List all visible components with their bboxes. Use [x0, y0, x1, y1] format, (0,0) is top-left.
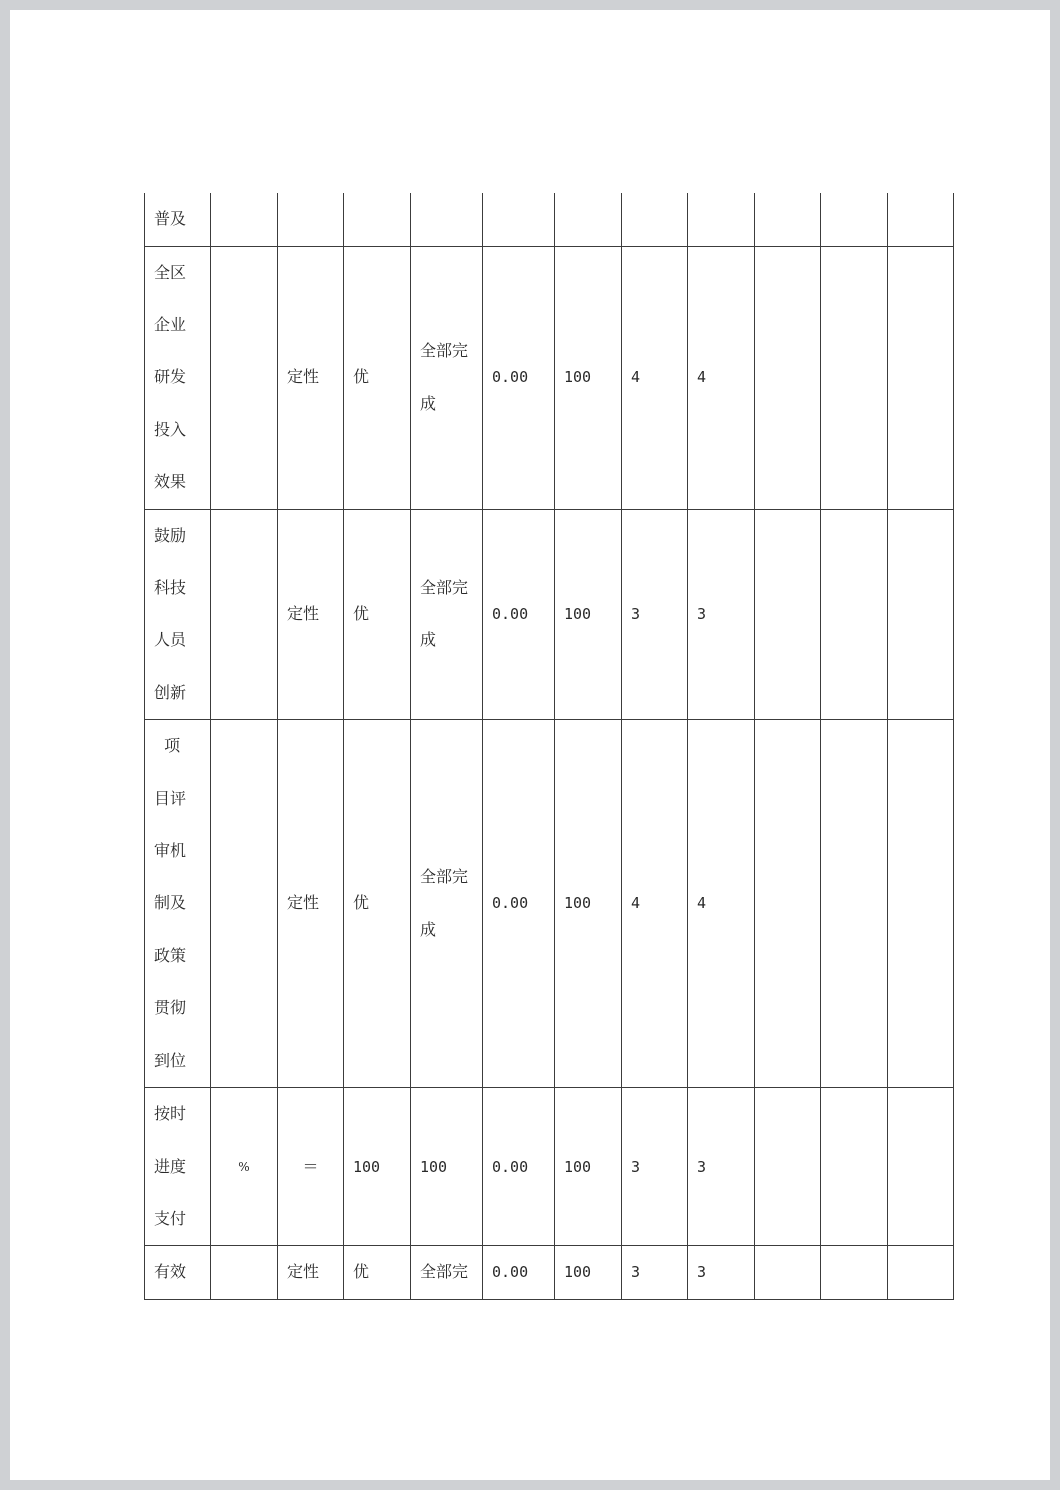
empty-cell [821, 246, 888, 509]
table-row [145, 720, 954, 1088]
weight-cell: 0.00 [483, 1246, 555, 1299]
weight-cell [483, 193, 555, 246]
indicator-text: 鼓励 科技 人员 创新 [154, 525, 187, 702]
score-cell: 3 [688, 1246, 755, 1299]
actual-cell: 全部完 [411, 1246, 483, 1299]
score-cell: 3 [688, 1088, 755, 1246]
indicator-cell [145, 246, 211, 509]
indicator-cell [145, 1088, 211, 1246]
actual-cell: 100 [411, 1088, 483, 1246]
indicator-text: 普及 [154, 209, 187, 229]
score-cell: 3 [688, 509, 755, 720]
indicator-cell [145, 509, 211, 720]
target-cell: 优 [344, 509, 411, 720]
empty-cell [755, 193, 821, 246]
unit-cell: % [211, 1088, 278, 1246]
symbol-cell: 定性 [278, 246, 344, 509]
empty-cell [755, 720, 821, 1088]
weight-cell: 0.00 [483, 509, 555, 720]
symbol-cell: ＝ [278, 1088, 344, 1246]
unit-cell [211, 509, 278, 720]
empty-cell [821, 720, 888, 1088]
score-cell [688, 193, 755, 246]
full-score-cell: 100 [555, 509, 622, 720]
indicator-cell [145, 193, 211, 246]
score-cell: 3 [622, 1246, 688, 1299]
indicator-text: 全区 企业 研发 投入 效果 [154, 262, 187, 492]
symbol-cell: 定性 [278, 1246, 344, 1299]
empty-cell [755, 509, 821, 720]
weight-cell: 0.00 [483, 720, 555, 1088]
table-row [145, 1088, 954, 1246]
target-cell: 优 [344, 1246, 411, 1299]
symbol-cell: 定性 [278, 720, 344, 1088]
empty-cell [755, 1246, 821, 1299]
unit-cell [211, 720, 278, 1088]
weight-cell: 0.00 [483, 246, 555, 509]
empty-cell [888, 246, 954, 509]
target-cell: 100 [344, 1088, 411, 1246]
symbol-cell [278, 193, 344, 246]
empty-cell [888, 1088, 954, 1246]
score-cell: 4 [622, 246, 688, 509]
score-cell: 4 [622, 720, 688, 1088]
empty-cell [755, 1088, 821, 1246]
indicator-text: 项 目评 审机 制及 政策 贯彻 到位 [154, 736, 187, 1070]
empty-cell [821, 509, 888, 720]
target-cell [344, 193, 411, 246]
symbol-cell: 定性 [278, 509, 344, 720]
unit-cell [211, 193, 278, 246]
table-row [145, 509, 954, 720]
actual-cell: 全部完 成 [411, 509, 483, 720]
unit-cell [211, 246, 278, 509]
full-score-cell: 100 [555, 720, 622, 1088]
indicator-cell [145, 1246, 211, 1299]
actual-cell: 全部完 成 [411, 720, 483, 1088]
target-cell: 优 [344, 246, 411, 509]
empty-cell [821, 1088, 888, 1246]
full-score-cell: 100 [555, 246, 622, 509]
table-row [145, 246, 954, 509]
actual-cell [411, 193, 483, 246]
indicator-text: 有效 [154, 1262, 187, 1282]
full-score-cell [555, 193, 622, 246]
weight-cell: 0.00 [483, 1088, 555, 1246]
score-cell: 4 [688, 720, 755, 1088]
indicator-cell [145, 720, 211, 1088]
empty-cell [888, 509, 954, 720]
unit-cell [211, 1246, 278, 1299]
document-page [10, 10, 1050, 1480]
empty-cell [821, 193, 888, 246]
target-cell: 优 [344, 720, 411, 1088]
score-cell [622, 193, 688, 246]
empty-cell [888, 193, 954, 246]
table-row [145, 193, 954, 246]
score-cell: 4 [688, 246, 755, 509]
actual-cell: 全部完 成 [411, 246, 483, 509]
score-cell: 3 [622, 509, 688, 720]
score-cell: 3 [622, 1088, 688, 1246]
full-score-cell: 100 [555, 1246, 622, 1299]
empty-cell [821, 1246, 888, 1299]
empty-cell [888, 1246, 954, 1299]
empty-cell [888, 720, 954, 1088]
indicator-text: 按时 进度 支付 [154, 1104, 187, 1228]
empty-cell [755, 246, 821, 509]
table-row [145, 1246, 954, 1299]
performance-indicator-table [144, 193, 954, 1300]
full-score-cell: 100 [555, 1088, 622, 1246]
